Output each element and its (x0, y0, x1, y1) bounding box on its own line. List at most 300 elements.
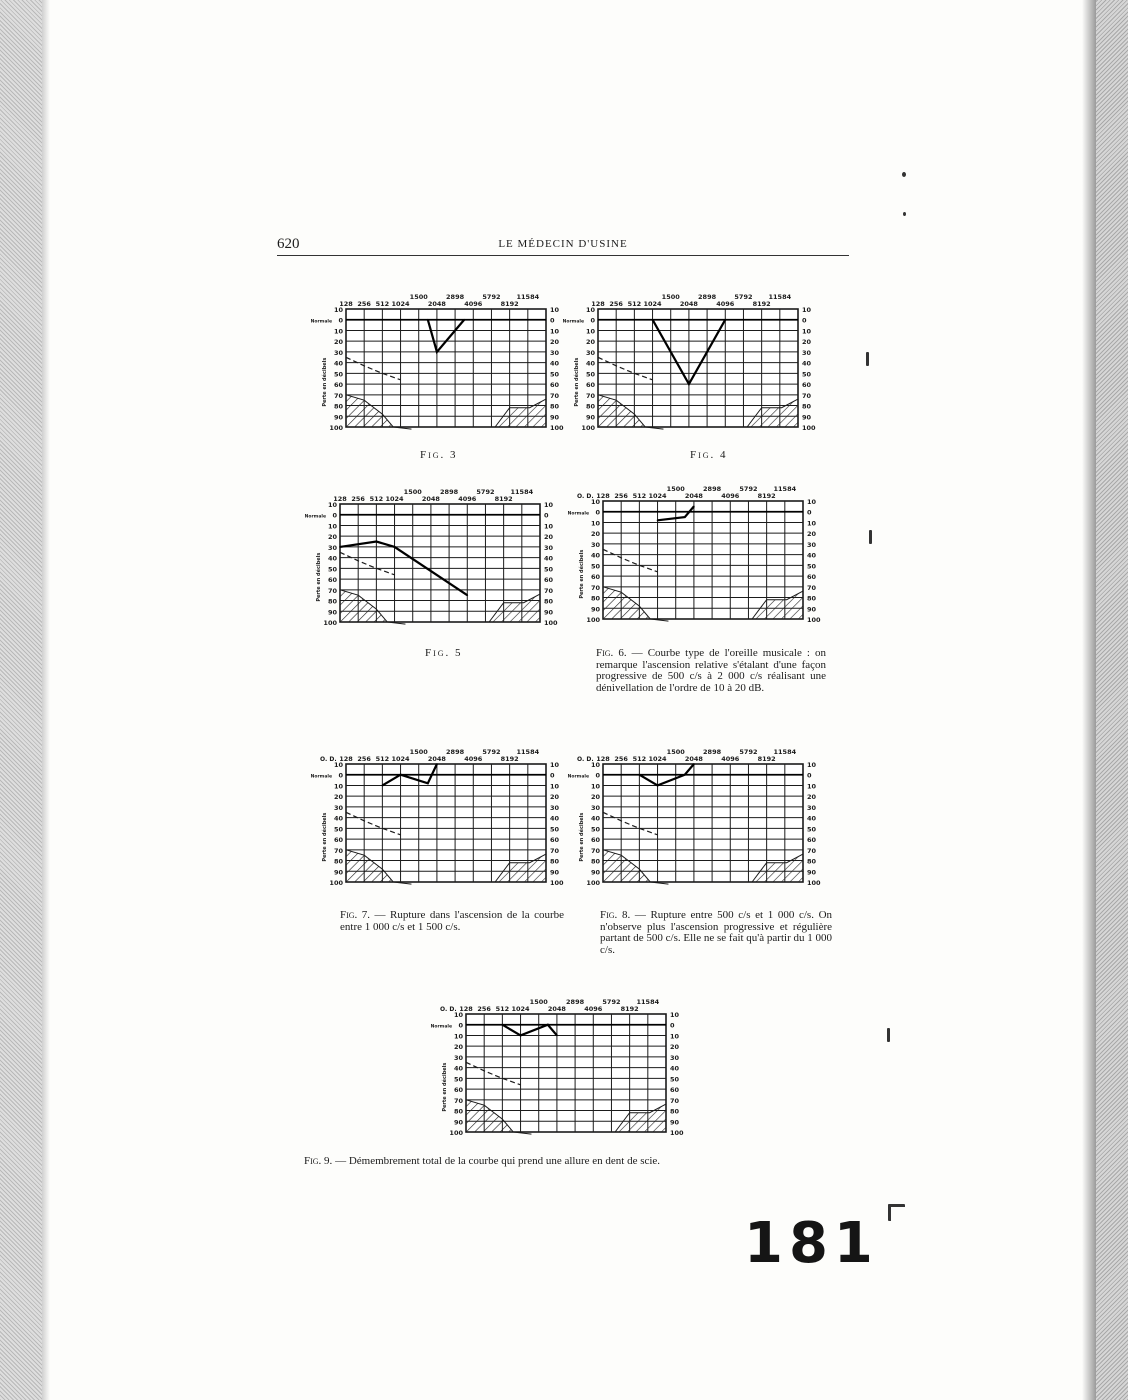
db-tick-right: 10 (550, 782, 560, 791)
db-tick-right: 80 (550, 857, 560, 866)
db-tick-left: 0 (590, 316, 595, 325)
db-tick-right: 80 (807, 594, 817, 603)
frequency-label-upper: 2898 (703, 748, 722, 756)
hearing-curve-point (657, 785, 659, 787)
db-tick-right: 10 (670, 1032, 680, 1041)
db-tick-right: 60 (550, 381, 560, 390)
db-tick-left: 30 (327, 543, 337, 552)
frequency-label-upper: 1500 (666, 748, 685, 756)
frequency-label-upper: 11584 (636, 998, 660, 1006)
db-tick-left: 40 (590, 551, 600, 560)
frequency-label: 2048 (421, 495, 440, 503)
db-tick-left: 30 (333, 803, 343, 812)
hearing-curve-point (547, 1024, 549, 1026)
frequency-label: 1024 (648, 492, 667, 500)
audiogram-fig-5 (304, 480, 566, 627)
db-tick-left: 0 (338, 316, 343, 325)
frequency-label: 1024 (385, 495, 404, 503)
db-tick-right: 40 (802, 359, 812, 368)
frequency-label: 512 (495, 1005, 510, 1013)
db-tick-right: 40 (807, 814, 817, 823)
db-tick-left: 50 (453, 1075, 463, 1084)
db-tick-left: 90 (590, 868, 600, 877)
frequency-label: 8192 (752, 300, 771, 308)
db-tick-right: 10 (544, 522, 554, 531)
db-tick-left: 10 (585, 327, 595, 336)
db-tick-left: 10 (333, 761, 343, 769)
normal-label: Normale (310, 319, 332, 325)
hearing-curve-point (688, 383, 690, 385)
scan-speck (902, 172, 906, 177)
db-tick-left: 10 (590, 761, 600, 769)
db-tick-right: 100 (544, 619, 558, 627)
frequency-label-upper: 2898 (703, 485, 722, 493)
db-tick-left: 100 (329, 424, 343, 432)
frequency-label: 1024 (648, 755, 667, 763)
scan-speck (888, 1204, 905, 1221)
db-tick-right: 70 (670, 1096, 680, 1105)
db-tick-right: 10 (807, 519, 817, 528)
frequency-label: 512 (627, 300, 642, 308)
frequency-label-upper: 1500 (666, 485, 685, 493)
frequency-label-upper: 2898 (440, 488, 459, 496)
frequency-label-upper: 2898 (446, 748, 465, 756)
frequency-label: 2048 (684, 492, 703, 500)
y-axis-label: Perte en décibels (322, 812, 328, 862)
db-tick-right: 70 (807, 846, 817, 855)
frequency-label-upper: 11584 (516, 293, 540, 301)
db-tick-right: 80 (670, 1107, 680, 1116)
db-tick-left: 70 (453, 1096, 463, 1105)
figure-label-8: Fig. 8. (600, 909, 631, 921)
frequency-label: 256 (609, 300, 623, 308)
frequency-label: 1024 (643, 300, 662, 308)
hearing-curve-point (657, 520, 659, 522)
y-axis-label: Perte en décibels (316, 552, 322, 602)
db-tick-right: 70 (802, 391, 812, 400)
frequency-label-upper: 2898 (698, 293, 717, 301)
db-tick-left: 80 (585, 402, 595, 411)
db-tick-left: 60 (327, 576, 337, 585)
figure-label-6: Fig. 6. (596, 647, 627, 659)
caption-fig-6 (596, 648, 826, 694)
db-tick-right: 0 (670, 1021, 675, 1030)
db-tick-left: 0 (595, 771, 600, 780)
hearing-curve-point (400, 774, 402, 776)
db-tick-right: 30 (807, 803, 817, 812)
y-axis-label: Perte en décibels (579, 549, 585, 599)
db-tick-right: 10 (550, 306, 560, 314)
db-tick-right: 70 (807, 583, 817, 592)
frequency-label: 2048 (547, 1005, 566, 1013)
frequency-label: 2048 (427, 300, 446, 308)
db-tick-right: 20 (807, 530, 817, 539)
hearing-curve-point (693, 506, 695, 508)
db-tick-right: 40 (550, 814, 560, 823)
db-tick-right: 60 (807, 573, 817, 582)
db-tick-right: 50 (807, 825, 817, 834)
db-tick-left: 40 (333, 814, 343, 823)
frequency-label: 512 (375, 300, 390, 308)
db-tick-right: 20 (807, 793, 817, 802)
hearing-curve-point (684, 774, 686, 776)
od-label: O. D. (440, 1006, 457, 1013)
db-tick-left: 80 (333, 402, 343, 411)
frequency-label: 128 (596, 755, 610, 763)
db-tick-right: 90 (807, 605, 817, 614)
od-label: O. D. (320, 756, 337, 763)
db-tick-left: 0 (338, 771, 343, 780)
db-tick-right: 90 (550, 413, 560, 422)
frequency-label: 4096 (721, 492, 740, 500)
frequency-label: 512 (375, 755, 390, 763)
audiogram-fig-3 (310, 285, 572, 432)
db-tick-right: 10 (670, 1011, 680, 1019)
frequency-label: 2048 (679, 300, 698, 308)
db-tick-left: 20 (327, 533, 337, 542)
audiogram-svg (567, 740, 829, 887)
db-tick-left: 30 (453, 1053, 463, 1062)
scan-speck (866, 352, 869, 366)
frequency-label: 256 (614, 492, 628, 500)
frequency-label: 2048 (427, 755, 446, 763)
frequency-label-upper: 5792 (602, 998, 621, 1006)
figure-label-4: Fig. 4 (690, 449, 728, 461)
y-axis-label: Perte en décibels (579, 812, 585, 862)
db-tick-right: 30 (807, 540, 817, 549)
db-tick-right: 60 (807, 836, 817, 845)
db-tick-left: 100 (329, 879, 343, 887)
scan-speck (869, 530, 872, 544)
frequency-label: 8192 (757, 755, 776, 763)
db-tick-left: 10 (333, 782, 343, 791)
normal-label: Normale (567, 511, 589, 517)
audiogram-fig-4 (562, 285, 824, 432)
db-tick-right: 0 (544, 511, 549, 520)
db-tick-left: 70 (590, 846, 600, 855)
caption-fig-8 (600, 910, 832, 956)
db-tick-left: 90 (333, 868, 343, 877)
db-tick-left: 50 (590, 562, 600, 571)
hearing-curve-point (394, 546, 396, 548)
db-tick-right: 30 (670, 1053, 680, 1062)
normal-label: Normale (304, 514, 326, 520)
db-tick-right: 90 (802, 413, 812, 422)
hearing-curve-point (693, 763, 695, 765)
hearing-curve-point (556, 1035, 558, 1037)
db-tick-left: 90 (585, 413, 595, 422)
frequency-label-upper: 5792 (739, 748, 758, 756)
frequency-label: 8192 (757, 492, 776, 500)
db-tick-right: 50 (670, 1075, 680, 1084)
frequency-label-upper: 1500 (409, 748, 428, 756)
header-rule (277, 255, 849, 256)
frequency-label: 2048 (684, 755, 703, 763)
db-tick-right: 50 (802, 370, 812, 379)
frequency-label: 256 (614, 755, 628, 763)
db-tick-left: 0 (332, 511, 337, 520)
db-tick-left: 10 (590, 782, 600, 791)
frequency-label: 4096 (458, 495, 477, 503)
frequency-label: 4096 (716, 300, 735, 308)
normal-label: Normale (310, 774, 332, 780)
db-tick-right: 20 (670, 1043, 680, 1052)
db-tick-right: 70 (544, 586, 554, 595)
db-tick-left: 100 (586, 616, 600, 624)
caption-text-6: — Courbe type de l'oreille musicale : on remarque l'ascension relative s'étalant d'une façon progressive de 500 c/s à 2 000 c/s réalisant une dénivellation de l'ordre de 10 à 20 dB. (596, 647, 827, 694)
od-label: O. D. (577, 493, 594, 500)
frequency-label: 256 (357, 755, 371, 763)
hearing-curve-point (724, 319, 726, 321)
db-tick-left: 90 (327, 608, 337, 617)
db-tick-right: 10 (802, 306, 812, 314)
audiogram-svg (430, 990, 692, 1137)
normal-label: Normale (567, 774, 589, 780)
db-tick-right: 90 (550, 868, 560, 877)
db-tick-right: 90 (544, 608, 554, 617)
frequency-label-upper: 11584 (773, 748, 797, 756)
y-axis-label: Perte en décibels (322, 357, 328, 407)
frequency-label-upper: 11584 (516, 748, 540, 756)
db-tick-left: 60 (453, 1086, 463, 1095)
db-tick-right: 10 (544, 501, 554, 509)
db-tick-left: 40 (453, 1064, 463, 1073)
db-tick-left: 80 (327, 597, 337, 606)
db-tick-right: 10 (802, 327, 812, 336)
db-tick-left: 50 (585, 370, 595, 379)
db-tick-left: 80 (453, 1107, 463, 1116)
db-tick-left: 10 (333, 306, 343, 314)
frequency-label-upper: 5792 (482, 748, 501, 756)
db-tick-right: 40 (670, 1064, 680, 1073)
db-tick-right: 80 (807, 857, 817, 866)
db-tick-left: 10 (327, 522, 337, 531)
db-tick-left: 30 (333, 348, 343, 357)
page-stamp: 181 (744, 1211, 879, 1276)
db-tick-right: 60 (544, 576, 554, 585)
hearing-curve-point (684, 516, 686, 518)
db-tick-left: 10 (333, 327, 343, 336)
y-axis-label: Perte en décibels (442, 1062, 448, 1112)
db-tick-left: 50 (333, 825, 343, 834)
db-tick-left: 10 (453, 1011, 463, 1019)
db-tick-right: 0 (807, 508, 812, 517)
audiogram-svg (310, 285, 572, 432)
db-tick-right: 60 (802, 381, 812, 390)
frequency-label-upper: 11584 (510, 488, 534, 496)
scan-right-edge (1082, 0, 1128, 1400)
db-tick-left: 80 (333, 857, 343, 866)
db-tick-left: 100 (586, 879, 600, 887)
db-tick-right: 100 (550, 879, 564, 887)
db-tick-left: 90 (590, 605, 600, 614)
db-tick-right: 80 (550, 402, 560, 411)
hearing-curve-point (639, 774, 641, 776)
db-tick-right: 80 (802, 402, 812, 411)
audiogram-fig-8 (567, 740, 829, 887)
db-tick-left: 20 (590, 793, 600, 802)
frequency-label-upper: 5792 (734, 293, 753, 301)
db-tick-right: 100 (807, 879, 821, 887)
db-tick-left: 80 (590, 857, 600, 866)
db-tick-right: 100 (802, 424, 816, 432)
frequency-label: 128 (339, 300, 353, 308)
db-tick-left: 10 (590, 498, 600, 506)
db-tick-right: 0 (802, 316, 807, 325)
caption-text-8: — Rupture entre 500 c/s et 1 000 c/s. On n'observe plus l'ascension progressive et régulière partant de 500 c/s. Elle ne se fait qu'à partir du 1 000 c/s. (600, 909, 833, 956)
db-tick-right: 0 (807, 771, 812, 780)
frequency-label: 128 (459, 1005, 473, 1013)
caption-text-7: — Rupture dans l'ascension de la courbe entre 1 000 c/s et 1 500 c/s. (340, 909, 565, 933)
db-tick-right: 50 (807, 562, 817, 571)
db-tick-right: 40 (550, 359, 560, 368)
scan-speck (887, 1028, 890, 1042)
hearing-curve-point (520, 1035, 522, 1037)
frequency-label: 512 (632, 755, 647, 763)
db-tick-right: 90 (807, 868, 817, 877)
page-number: 620 (277, 236, 300, 252)
db-tick-left: 70 (327, 586, 337, 595)
caption-fig-7 (340, 910, 564, 933)
db-tick-right: 100 (807, 616, 821, 624)
frequency-label: 8192 (620, 1005, 639, 1013)
hearing-curve-point (376, 541, 378, 543)
db-tick-left: 10 (585, 306, 595, 314)
db-tick-right: 10 (807, 498, 817, 506)
frequency-label: 4096 (464, 300, 483, 308)
db-tick-right: 50 (550, 825, 560, 834)
hearing-curve-point (427, 783, 429, 785)
frequency-label: 1024 (391, 300, 410, 308)
hearing-curve-point (382, 785, 384, 787)
db-tick-left: 10 (327, 501, 337, 509)
hearing-curve-point (436, 763, 438, 765)
db-tick-right: 30 (550, 803, 560, 812)
db-tick-left: 80 (590, 594, 600, 603)
db-tick-left: 20 (590, 530, 600, 539)
frequency-label-upper: 2898 (446, 293, 465, 301)
db-tick-right: 10 (807, 782, 817, 791)
frequency-label: 128 (339, 755, 353, 763)
scan-left-edge (0, 0, 46, 1400)
figure-label-7: Fig. 7. (340, 909, 371, 921)
db-tick-left: 70 (590, 583, 600, 592)
db-tick-left: 40 (590, 814, 600, 823)
db-tick-right: 30 (544, 543, 554, 552)
normal-label: Normale (562, 319, 584, 325)
db-tick-right: 60 (550, 836, 560, 845)
running-title: LE MÉDECIN D'USINE (498, 238, 628, 250)
figure-label-9: Fig. 9. (304, 1155, 333, 1167)
frequency-label: 128 (591, 300, 605, 308)
db-tick-left: 70 (585, 391, 595, 400)
db-tick-right: 70 (550, 391, 560, 400)
db-tick-left: 60 (585, 381, 595, 390)
frequency-label-upper: 1500 (529, 998, 548, 1006)
db-tick-right: 20 (550, 338, 560, 347)
db-tick-right: 40 (807, 551, 817, 560)
db-tick-left: 60 (590, 573, 600, 582)
caption-fig-9 (304, 1156, 864, 1168)
hearing-curve-point (466, 594, 468, 596)
db-tick-left: 0 (458, 1021, 463, 1030)
db-tick-right: 10 (550, 327, 560, 336)
normal-label: Normale (430, 1024, 452, 1030)
running-head (277, 236, 849, 256)
db-tick-left: 40 (327, 554, 337, 563)
db-tick-right: 50 (544, 565, 554, 574)
frequency-label-upper: 5792 (739, 485, 758, 493)
audiogram-fig-7 (310, 740, 572, 887)
db-tick-left: 30 (585, 348, 595, 357)
frequency-label: 512 (632, 492, 647, 500)
frequency-label: 512 (369, 495, 384, 503)
db-tick-left: 20 (333, 793, 343, 802)
frequency-label-upper: 2898 (566, 998, 585, 1006)
audiogram-svg (310, 740, 572, 887)
figure-label-5: Fig. 5 (425, 647, 463, 659)
db-tick-right: 30 (802, 348, 812, 357)
audiogram-svg (562, 285, 824, 432)
db-tick-left: 0 (595, 508, 600, 517)
db-tick-left: 40 (333, 359, 343, 368)
db-tick-left: 30 (590, 803, 600, 812)
hearing-curve-point (463, 319, 465, 321)
db-tick-left: 100 (323, 619, 337, 627)
frequency-label: 256 (351, 495, 365, 503)
frequency-label-upper: 11584 (773, 485, 797, 493)
hearing-curve-point (427, 319, 429, 321)
hearing-curve-point (652, 319, 654, 321)
db-tick-left: 20 (585, 338, 595, 347)
db-tick-left: 90 (453, 1118, 463, 1127)
frequency-label-upper: 5792 (476, 488, 495, 496)
db-tick-right: 30 (550, 348, 560, 357)
db-tick-left: 100 (581, 424, 595, 432)
db-tick-right: 10 (550, 761, 560, 769)
od-label: O. D. (577, 756, 594, 763)
frequency-label-upper: 1500 (661, 293, 680, 301)
db-tick-left: 60 (333, 381, 343, 390)
frequency-label: 4096 (584, 1005, 603, 1013)
frequency-label: 8192 (500, 300, 519, 308)
audiogram-fig-6 (567, 477, 829, 624)
db-tick-left: 50 (333, 370, 343, 379)
db-tick-left: 90 (333, 413, 343, 422)
figure-label-3: Fig. 3 (420, 449, 458, 461)
caption-text-9: — Démembrement total de la courbe qui prend une allure en dent de scie. (335, 1155, 661, 1167)
db-tick-left: 30 (590, 540, 600, 549)
y-axis-label: Perte en décibels (574, 357, 580, 407)
db-tick-right: 0 (550, 316, 555, 325)
db-tick-left: 20 (333, 338, 343, 347)
db-tick-right: 40 (544, 554, 554, 563)
frequency-label: 4096 (464, 755, 483, 763)
db-tick-right: 20 (550, 793, 560, 802)
frequency-label: 8192 (494, 495, 513, 503)
db-tick-right: 80 (544, 597, 554, 606)
db-tick-left: 100 (449, 1129, 463, 1137)
db-tick-right: 60 (670, 1086, 680, 1095)
db-tick-right: 10 (807, 761, 817, 769)
frequency-label: 1024 (511, 1005, 530, 1013)
db-tick-right: 20 (544, 533, 554, 542)
scan-speck (903, 212, 906, 216)
db-tick-left: 20 (453, 1043, 463, 1052)
db-tick-left: 70 (333, 391, 343, 400)
db-tick-right: 50 (550, 370, 560, 379)
db-tick-left: 10 (590, 519, 600, 528)
